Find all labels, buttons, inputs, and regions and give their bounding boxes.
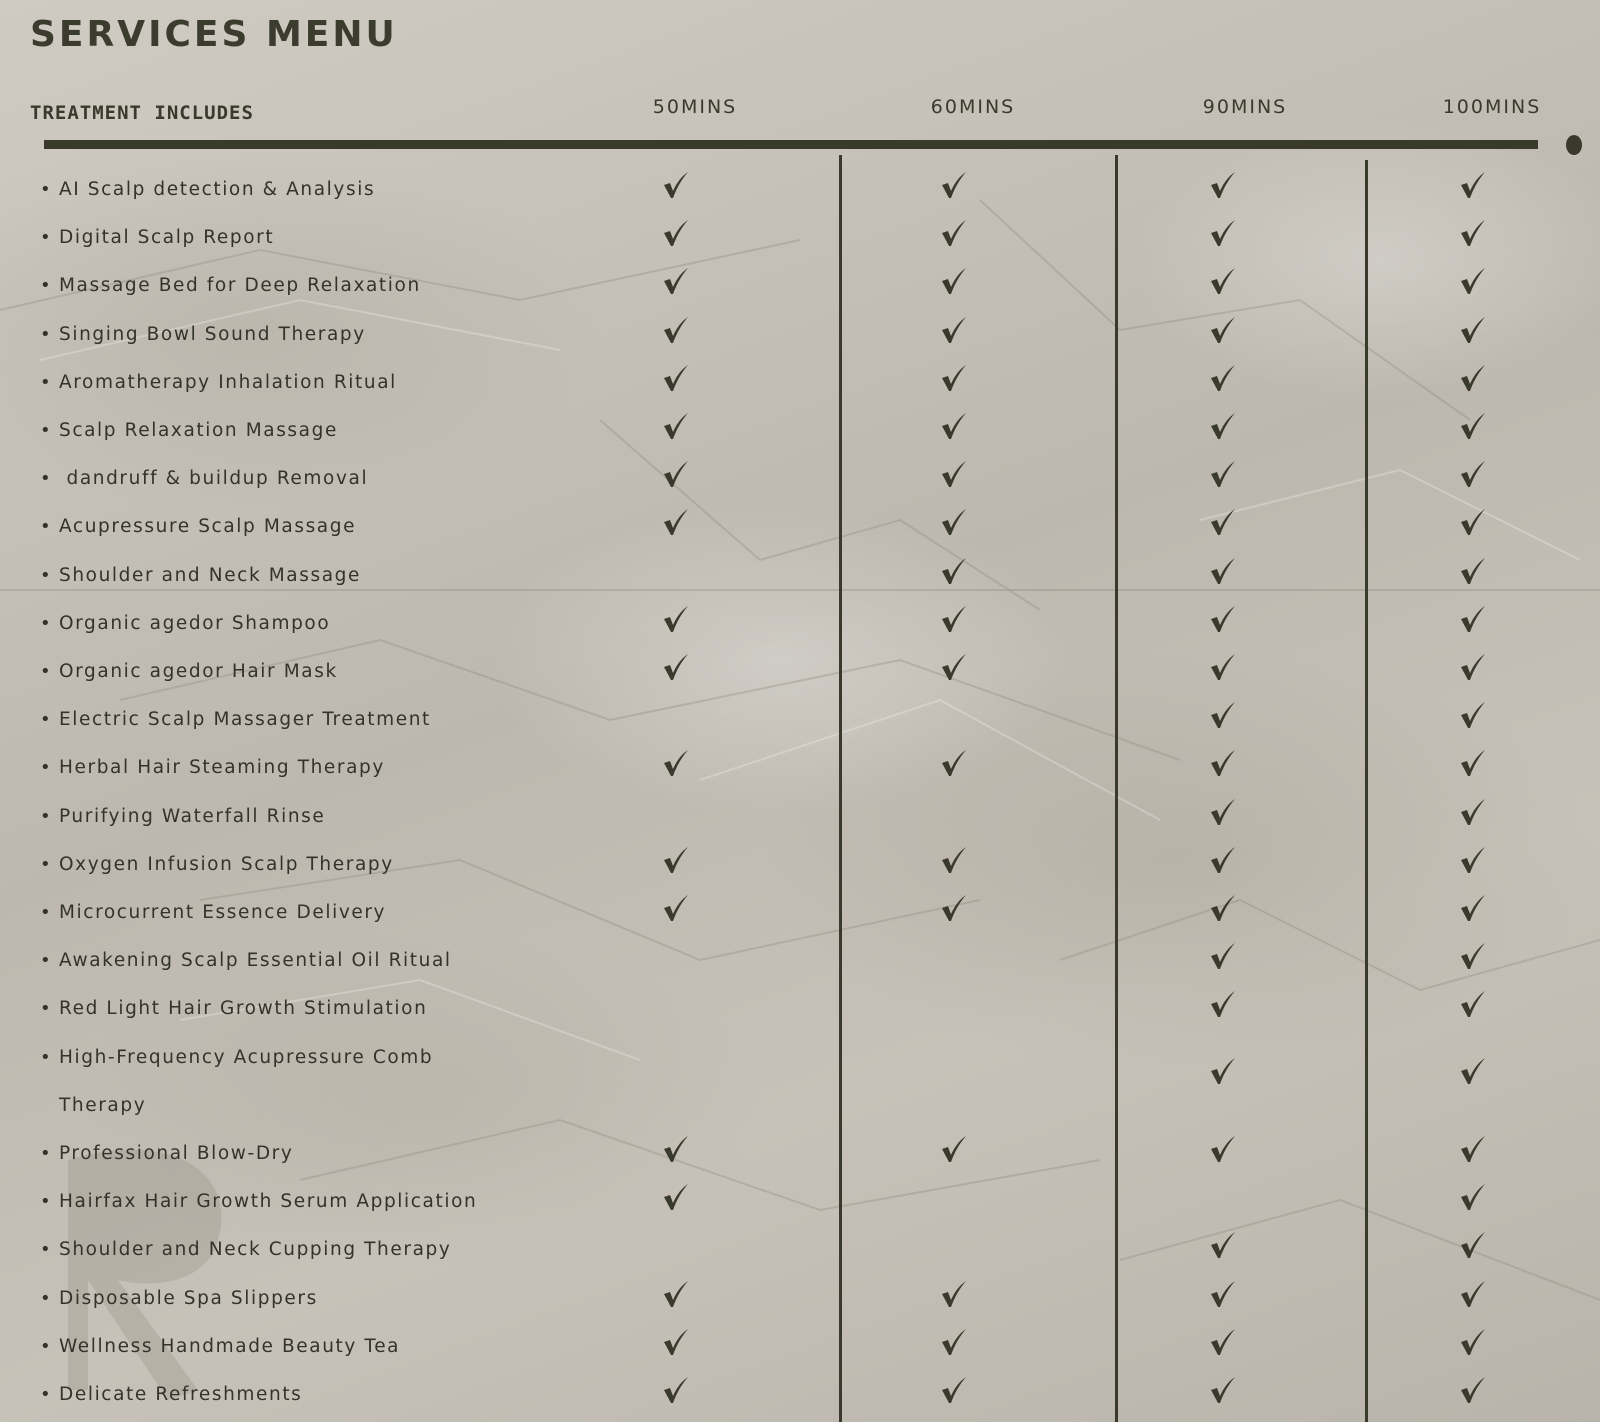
check-icon [655,507,695,545]
table-row [40,889,1600,937]
bullet: • [40,805,53,827]
check-icon [1202,1134,1242,1172]
check-icon [1202,363,1242,401]
check-icon [1202,459,1242,497]
bullet: • [40,902,53,923]
bullet: • [40,564,53,586]
duration-90-label: 90MINS [1202,96,1288,118]
bullet: • [40,1239,53,1261]
table-row [40,985,1600,1033]
check-icon [1452,797,1492,835]
check-icon [1202,507,1242,545]
bullet: • [40,757,53,779]
treatment-item [40,696,431,744]
treatment-item-label: High-Frequency Acupressure Comb [59,1046,434,1068]
bullet: • [40,323,53,345]
rule-end-dot [1566,135,1582,155]
check-icon [1202,604,1242,642]
check-icon [933,604,973,642]
check-icon [933,1327,973,1365]
check-icon [1452,363,1492,401]
check-icon [933,556,973,594]
treatment-item-label: Professional Blow-Dry [59,1143,294,1164]
check-icon [1452,748,1492,786]
check-icon [1452,941,1492,979]
treatment-item-label: Red Light Hair Growth Stimulation [59,998,428,1020]
table-row [40,1226,1600,1274]
check-icon [933,845,973,883]
treatment-item-label: Awakening Scalp Essential Oil Ritual [59,950,452,972]
check-icon [1202,411,1242,449]
treatment-item-label: dandruff & buildup Removal [59,468,369,490]
check-icon [655,1375,695,1413]
table-row [40,1275,1600,1323]
treatment-item-label: Massage Bed for Deep Relaxation [59,275,421,297]
check-icon [655,1134,695,1172]
treatment-item-label: Herbal Hair Steaming Therapy [59,757,385,779]
treatment-item [40,648,338,696]
bullet: • [40,275,53,297]
treatment-item-label: Organic agedor Shampoo [59,612,331,634]
table-row [40,937,1600,985]
check-icon [1202,700,1242,738]
check-icon [655,170,695,208]
treatment-item-label: Disposable Spa Slippers [59,1287,318,1309]
table-row [40,407,1600,455]
treatment-item-label: Aromatherapy Inhalation Ritual [59,371,397,393]
treatment-item-label-continued: Therapy [59,1094,147,1116]
treatment-item [40,503,356,551]
treatment-item [40,359,397,407]
table-row [40,1323,1600,1371]
table-row [40,696,1600,744]
treatment-item-label: Wellness Handmade Beauty Tea [59,1335,401,1357]
check-icon [933,411,973,449]
duration-100-label: 100MINS [1442,96,1542,118]
check-icon [1202,556,1242,594]
check-icon [1452,1134,1492,1172]
treatment-item [40,1275,318,1323]
treatment-item-label: Oxygen Infusion Scalp Therapy [59,853,394,875]
check-icon [1202,170,1242,208]
check-icon [1202,266,1242,304]
treatment-item-label: Organic agedor Hair Mask [59,661,338,682]
table-row [40,793,1600,841]
treatment-item [40,311,366,359]
treatment-item-label: Scalp Relaxation Massage [59,420,338,441]
check-icon [1452,1182,1492,1220]
treatment-item [40,455,368,503]
bullet: • [40,420,53,441]
check-icon [1452,315,1492,353]
check-icon [655,218,695,256]
check-icon [1202,748,1242,786]
check-icon [1202,1375,1242,1413]
bullet: • [40,227,53,249]
check-icon [1202,652,1242,690]
check-icon [933,218,973,256]
check-icon [933,459,973,497]
treatment-item [40,793,325,841]
check-icon [1452,459,1492,497]
bullet: • [40,661,53,682]
check-icon [1452,989,1492,1027]
table-row [40,311,1600,359]
check-icon [655,459,695,497]
table-row [40,1178,1600,1226]
check-icon [933,266,973,304]
table-row [40,648,1600,696]
treatment-item-label: Acupressure Scalp Massage [59,516,357,538]
bullet: • [40,1287,53,1309]
treatment-item [40,841,394,889]
bullet: • [40,179,53,200]
check-icon [1452,411,1492,449]
treatment-item [40,1226,451,1274]
check-icon [933,363,973,401]
table-row [40,455,1600,503]
check-icon [1452,893,1492,931]
treatment-item-label: Hairfax Hair Growth Serum Application [59,1191,478,1213]
treatment-item-label: Singing Bowl Sound Therapy [59,323,366,345]
header-rule [44,140,1538,149]
check-icon [1452,1230,1492,1268]
check-icon [1202,797,1242,835]
check-icon [1452,507,1492,545]
check-icon [1452,556,1492,594]
table-row [40,744,1600,792]
check-icon [1202,1327,1242,1365]
table-row [40,600,1600,648]
check-icon [933,1134,973,1172]
table-row [40,1130,1600,1178]
treatment-item [40,407,338,455]
treatment-item [40,937,452,985]
check-icon [1452,604,1492,642]
treatment-item-label: Digital Scalp Report [59,227,275,249]
check-icon [1452,652,1492,690]
check-icon [1452,845,1492,883]
treatment-item [40,1130,293,1178]
check-icon [1202,218,1242,256]
bullet: • [40,950,53,972]
check-icon [655,893,695,931]
treatment-item [40,214,274,262]
treatment-item [40,552,361,600]
check-icon [933,1375,973,1413]
check-icon [933,170,973,208]
check-icon [655,266,695,304]
table-row [40,359,1600,407]
table-row [40,841,1600,889]
check-icon [1202,941,1242,979]
check-icon [1202,1056,1242,1094]
check-icon [933,893,973,931]
bullet: • [40,1335,53,1357]
treatment-item-label: Shoulder and Neck Cupping Therapy [59,1239,452,1261]
check-icon [933,315,973,353]
table-row [40,1371,1600,1419]
page-title: SERVICES MENU [30,14,398,55]
bullet: • [40,612,53,634]
check-icon [1452,1375,1492,1413]
treatment-item [40,985,427,1033]
duration-60-label: 60MINS [930,96,1016,118]
check-icon [655,1182,695,1220]
check-icon [1452,266,1492,304]
bullet: • [40,1046,53,1068]
check-icon [655,315,695,353]
table-row [40,552,1600,600]
check-icon [1202,1279,1242,1317]
treatment-item-label: Electric Scalp Massager Treatment [59,709,431,731]
check-icon [655,1327,695,1365]
treatment-item [40,262,421,310]
duration-50-label: 50MINS [652,96,738,118]
check-icon [655,652,695,690]
check-icon [1452,1056,1492,1094]
check-icon [655,363,695,401]
table-row [40,1034,1600,1116]
treatment-item-label: Microcurrent Essence Delivery [59,902,387,923]
check-icon [1202,315,1242,353]
bullet: • [40,1143,53,1164]
check-icon [1452,218,1492,256]
check-icon [1452,700,1492,738]
check-icon [933,748,973,786]
check-icon [1452,1279,1492,1317]
bullet: • [40,998,53,1020]
check-icon [1202,989,1242,1027]
table-row [40,214,1600,262]
treatment-includes-label: TREATMENT INCLUDES [30,102,254,124]
check-icon [655,1279,695,1317]
check-icon [1202,893,1242,931]
check-icon [655,411,695,449]
table-row [40,503,1600,551]
check-icon [1202,845,1242,883]
treatment-item [40,1371,302,1419]
check-icon [655,748,695,786]
treatment-item-label: Shoulder and Neck Massage [59,564,361,586]
bullet: • [40,1191,53,1213]
treatment-item-label: Delicate Refreshments [59,1384,303,1405]
treatment-item [40,1034,433,1082]
check-icon [933,507,973,545]
check-icon [1202,1230,1242,1268]
treatment-item [40,1323,400,1371]
table-row [40,262,1600,310]
check-icon [933,1279,973,1317]
bullet: • [40,371,53,393]
check-icon [1452,170,1492,208]
bullet: • [40,516,53,538]
check-icon [655,604,695,642]
treatment-item-label: Purifying Waterfall Rinse [59,805,326,827]
bullet: • [40,853,53,875]
bullet: • [40,468,53,490]
treatment-item [40,600,330,648]
treatment-item [40,166,375,214]
table-row [40,166,1600,214]
treatment-item-label: AI Scalp detection & Analysis [59,179,376,200]
bullet: • [40,709,53,731]
check-icon [933,652,973,690]
check-icon [655,845,695,883]
bullet: • [40,1384,53,1405]
check-icon [1452,1327,1492,1365]
treatment-item [40,889,386,937]
treatment-item [40,1178,477,1226]
treatment-item [40,744,385,792]
